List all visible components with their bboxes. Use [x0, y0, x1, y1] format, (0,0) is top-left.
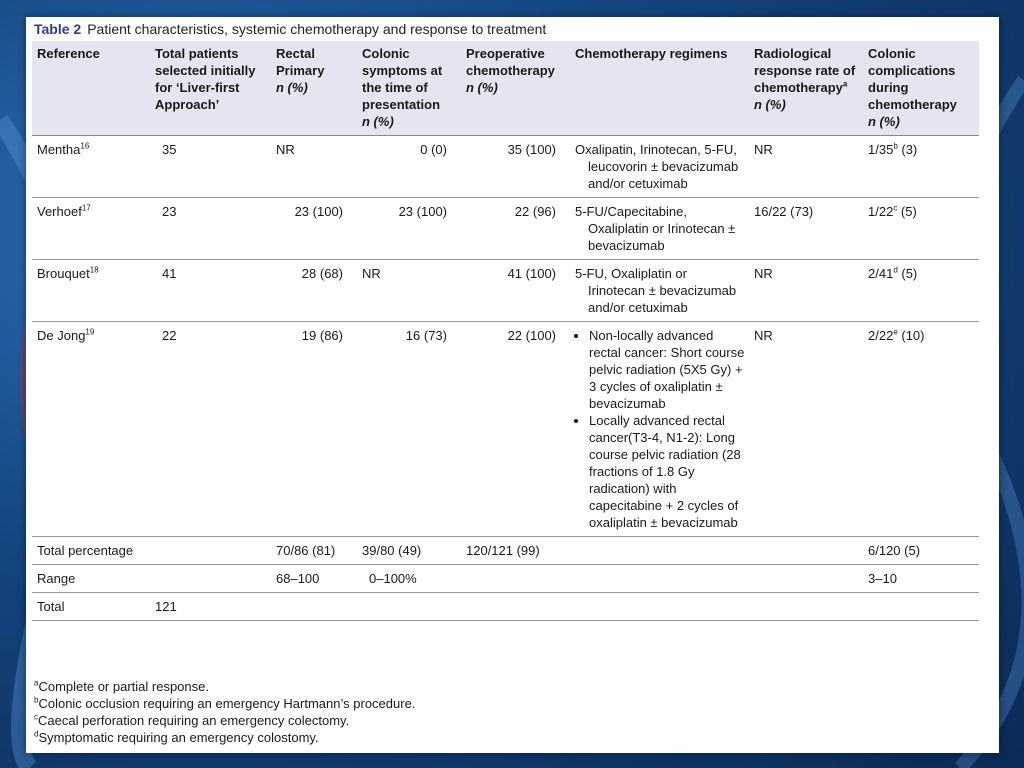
cell-rectal: 68–100: [271, 565, 357, 593]
cell-colonic: 0 (0): [357, 136, 461, 198]
cell-preop: 41 (100): [461, 260, 570, 322]
cell-total: 121: [150, 593, 271, 621]
cell-empty: [570, 565, 749, 593]
table-row: [32, 136, 979, 198]
cell-empty: [863, 593, 979, 621]
cell-colonic: NR: [357, 260, 461, 322]
cell-empty: [357, 593, 461, 621]
header-colonic-symptoms: Colonic symptoms at the time of presentation n (%): [357, 41, 461, 136]
cell-complications: 6/120 (5): [863, 537, 979, 565]
summary-row-total-percentage: [32, 537, 979, 565]
cell-radiological: NR: [749, 136, 863, 198]
cell-empty: [461, 593, 570, 621]
cell-radiological: NR: [749, 260, 863, 322]
cell-rectal: 19 (86): [271, 322, 357, 537]
cell-preop: 22 (96): [461, 198, 570, 260]
cell-total: 41: [150, 260, 271, 322]
footnote: $^d$Symptomatic requiring an emergency colostomy.: [34, 729, 319, 745]
cell-regimen: Oxalipatin, Irinotecan, 5-FU, leucovorin ± bevacizumab and/or cetuximab: [570, 136, 749, 198]
cell-empty: [749, 593, 863, 621]
cell-complications: 3–10: [863, 565, 979, 593]
patient-table: [32, 41, 979, 621]
header-regimens: Chemotherapy regimens: [570, 41, 749, 136]
cell-rectal: 23 (100): [271, 198, 357, 260]
cell-radiological: 16/22 (73): [749, 198, 863, 260]
cell-total: 22: [150, 322, 271, 537]
table-caption: [34, 21, 546, 37]
cell-empty: [271, 593, 357, 621]
cell-reference: Verhoef$^{17}$: [32, 198, 150, 260]
table-panel: [26, 17, 999, 753]
header-radiological: Radiological response rate of chemotherapy$^a$ n (%): [749, 41, 863, 136]
cell-regimen: 5-FU/Capecitabine, Oxaliplatin or Irinotecan ± bevacizumab: [570, 198, 749, 260]
header-preop-chemo: Preoperative chemotherapy n (%): [461, 41, 570, 136]
table-title: Patient characteristics, systemic chemotherapy and response to treatment: [87, 21, 547, 37]
cell-regimen: [570, 322, 749, 537]
cell-colonic: 23 (100): [357, 198, 461, 260]
cell-preop: 22 (100): [461, 322, 570, 537]
cell-empty: [749, 537, 863, 565]
cell-total: 35: [150, 136, 271, 198]
table-row: [32, 198, 979, 260]
footnote: $^a$Complete or partial response.: [34, 678, 209, 694]
regimen-list: [575, 327, 745, 531]
cell-complications: 2/41$^d$ (5): [863, 260, 979, 322]
header-complications: Colonic complications during chemotherapy n (%): [863, 41, 979, 136]
table-row: [32, 322, 979, 537]
cell-reference: Brouquet$^{18}$: [32, 260, 150, 322]
header-total-patients: Total patients selected initially for ‘Liver-first Approach’: [150, 41, 271, 136]
cell-complications: 2/22e (10): [863, 322, 979, 537]
cell-empty: [570, 537, 749, 565]
cell-colonic: 39/80 (49): [357, 537, 461, 565]
regimen-item: • Locally advanced rectal cancer(T3-4, N1-2): Long course pelvic radiation (28 fractions of 1.8 Gy radication) with capecitabine + 2 cycles of oxaliplatin ± bevacizumab: [589, 412, 745, 531]
header-row: [32, 41, 979, 136]
summary-row-total: [32, 593, 979, 621]
cell-complications: 1/22$^c$ (5): [863, 198, 979, 260]
regimen-item: • Non-locally advanced rectal cancer: Short course pelvic radiation (5X5 Gy) + 3 cycles of oxaliplatin ± bevacizumab: [589, 327, 745, 412]
table-label: Table 2: [34, 21, 82, 37]
cell-rectal: NR: [271, 136, 357, 198]
header-rectal-primary: Rectal Primary n (%): [271, 41, 357, 136]
cell-label: Total: [32, 593, 150, 621]
summary-row-range: [32, 565, 979, 593]
cell-empty: [570, 593, 749, 621]
footnote: $^c$Caecal perforation requiring an emergency colectomy.: [34, 712, 350, 728]
cell-reference: De Jong$^{19}$: [32, 322, 150, 537]
cell-complications: 1/35$^b$ (3): [863, 136, 979, 198]
cell-empty: [461, 565, 570, 593]
cell-empty: [749, 565, 863, 593]
cell-rectal: 70/86 (81): [271, 537, 357, 565]
footnote: $^b$Colonic occlusion requiring an emergency Hartmann’s procedure.: [34, 695, 416, 711]
cell-radiological: NR: [749, 322, 863, 537]
cell-preop: 120/121 (99): [461, 537, 570, 565]
table-row: [32, 260, 979, 322]
cell-colonic: 0–100%: [357, 565, 461, 593]
cell-label: Total percentage: [32, 537, 271, 565]
cell-colonic: 16 (73): [357, 322, 461, 537]
cell-reference: Mentha$^{16}$: [32, 136, 150, 198]
cell-preop: 35 (100): [461, 136, 570, 198]
footnotes: [34, 678, 415, 746]
cell-rectal: 28 (68): [271, 260, 357, 322]
cell-regimen: 5-FU, Oxaliplatin or Irinotecan ± bevacizumab and/or cetuximab: [570, 260, 749, 322]
cell-total: 23: [150, 198, 271, 260]
cell-label: Range: [32, 565, 271, 593]
header-reference: Reference: [32, 41, 150, 136]
